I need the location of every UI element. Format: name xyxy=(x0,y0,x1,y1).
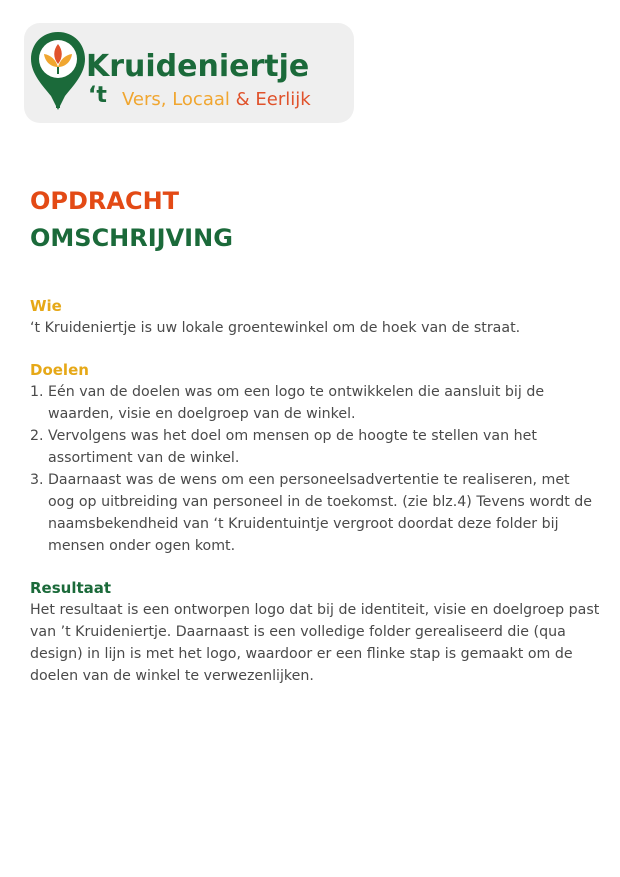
wie-text: ‘t Kruideniertje is uw lokale groentewinkel om de hoek van de straat. xyxy=(30,320,521,336)
page-title-line1: OPDRACHT xyxy=(30,187,180,215)
page-title-line2: OMSCHRIJVING xyxy=(30,224,233,252)
list-item-text: Daarnaast was de wens om een personeelsadvertentie te realiseren, met oog op uitbreiding van personeel in de toekomst. (zie blz.4) Tevens wordt de naamsbekendheid van ‘t Kruidentuintje vergroot doordat deze folder bij mensen onder ogen komt. xyxy=(48,472,593,554)
logo-tagline xyxy=(122,89,311,111)
tagline-part1: Vers, Locaal xyxy=(122,89,230,110)
list-item xyxy=(30,425,600,469)
goal-list xyxy=(30,381,600,557)
resultaat-text: Het resultaat is een ontworpen logo dat bij de identiteit, visie en doelgroep past van ’t Kruideniertje. Daarnaast is een volledige folder gerealiseerd die (qua design) in lijn is met het logo, waardoor er een flinke stap is gemaakt om de doelen van de winkel te verwezenlijken. xyxy=(30,602,600,684)
logo-name: Kruideniertje xyxy=(86,49,310,84)
content xyxy=(30,295,600,687)
map-pin-leaf-icon xyxy=(29,30,87,114)
logo xyxy=(24,23,354,123)
section-heading-resultaat: Resultaat xyxy=(30,579,112,597)
list-item-text: Vervolgens was het doel om mensen op de hoogte te stellen van het assortiment van de winkel. xyxy=(48,428,537,466)
list-item-number: 3. xyxy=(30,472,44,488)
list-item-text: Eén van de doelen was om een logo te ontwikkelen die aansluit bij de waarden, visie en doelgroep van de winkel. xyxy=(48,384,545,422)
section-heading-wie: Wie xyxy=(30,297,62,315)
tagline-part2: Eerlijk xyxy=(255,89,311,110)
list-item-number: 1. xyxy=(30,384,44,400)
tagline-amp: & xyxy=(235,89,250,110)
list-item-number: 2. xyxy=(30,428,44,444)
section-heading-doelen: Doelen xyxy=(30,361,89,379)
list-item xyxy=(30,469,600,557)
list-item xyxy=(30,381,600,425)
logo-article: ‘t xyxy=(88,83,107,108)
